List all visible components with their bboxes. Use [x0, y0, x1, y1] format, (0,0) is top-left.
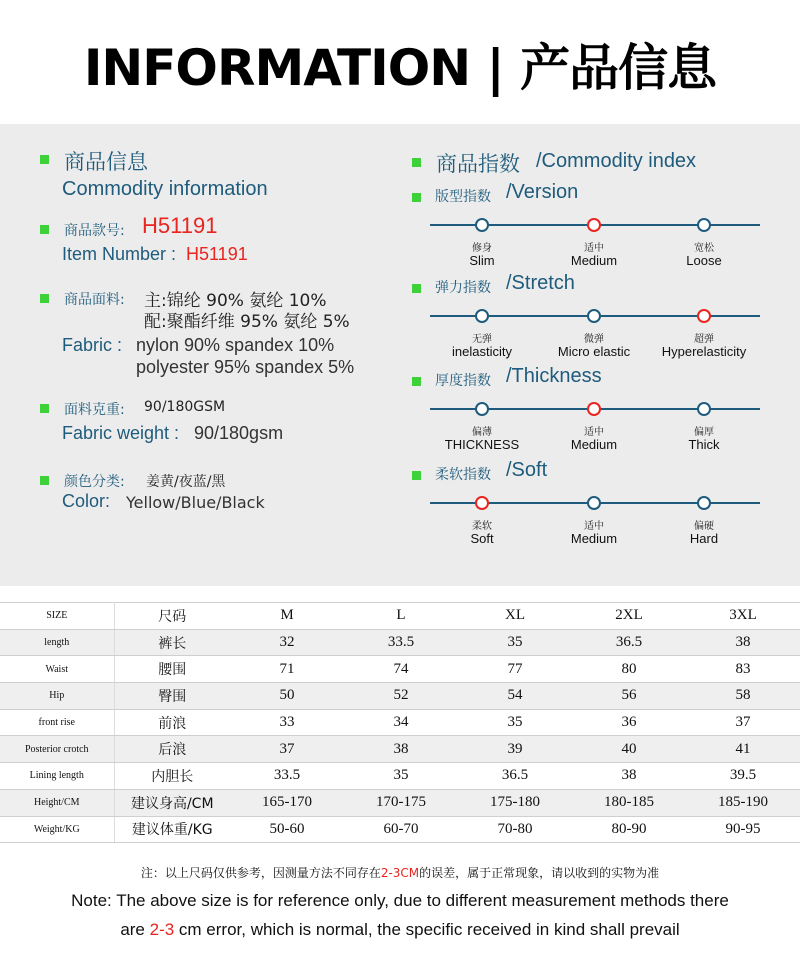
note-en-text-tail: cm error, which is normal, the specific received in kind shall prevail	[174, 920, 680, 939]
scale-option-en: Medium	[570, 437, 618, 452]
note-cn-text-tail: 的误差，属于正常现象，请以收到的实物为准	[419, 866, 660, 880]
fabric-line2-en: polyester 95% spandex 5%	[136, 357, 355, 377]
index-scale-label-cn: 版型指数	[435, 189, 491, 205]
fabric-line1-cn: 主:锦纶 90% 氨纶 10%	[144, 291, 327, 311]
table-cell: 33	[230, 709, 344, 736]
color-value-en: Yellow/Blue/Black	[126, 493, 265, 512]
table-cell: 36.5	[458, 763, 572, 790]
table-cell: 58	[686, 683, 800, 710]
bullet-icon	[40, 404, 49, 413]
table-cell: 90-95	[686, 816, 800, 843]
fabric-label-cn: 商品面料:	[64, 292, 125, 308]
table-cell: 74	[344, 656, 458, 683]
table-header-row	[0, 603, 800, 630]
table-cell: 71	[230, 656, 344, 683]
scale-option-en: Soft	[470, 531, 494, 546]
table-cell: 36.5	[572, 629, 686, 656]
table-cell: 腰围	[114, 656, 230, 683]
scale-dot	[587, 309, 601, 323]
note-cn	[0, 864, 800, 881]
scale-option-en: inelasticity	[452, 344, 512, 359]
table-cell: Waist	[0, 656, 114, 683]
scale-dot-selected	[697, 309, 711, 323]
table-cell: 39.5	[686, 763, 800, 790]
table-cell: L	[344, 603, 458, 630]
table-cell: 175-180	[458, 789, 572, 816]
bullet-icon	[412, 377, 421, 386]
scale-option-en: Thick	[688, 437, 720, 452]
table-cell: 内胆长	[114, 763, 230, 790]
table-cell: 39	[458, 736, 572, 763]
table-cell: XL	[458, 603, 572, 630]
table-cell: Posterior crotch	[0, 736, 114, 763]
table-row	[0, 709, 800, 736]
scale-dot	[475, 218, 489, 232]
table-cell: 建议身高/CM	[114, 789, 230, 816]
table-row	[0, 683, 800, 710]
bullet-icon	[412, 471, 421, 480]
section-title-en: Commodity information	[62, 178, 268, 200]
table-cell: 77	[458, 656, 572, 683]
scale-option-en: Medium	[570, 253, 618, 268]
scale-option-cn: 宽松	[694, 243, 714, 254]
table-row	[0, 763, 800, 790]
table-cell: 170-175	[344, 789, 458, 816]
scale-dot	[475, 309, 489, 323]
weight-label-en: Fabric weight :	[62, 423, 180, 443]
note-cn-text: 注：以上尺码仅供参考，因测量方法不同存在	[140, 866, 381, 880]
table-cell: 35	[344, 763, 458, 790]
item-number-value: H51191	[142, 213, 218, 238]
scale-option-en: Medium	[570, 531, 618, 546]
table-cell: 建议体重/KG	[114, 816, 230, 843]
table-cell: 35	[458, 629, 572, 656]
table-cell: length	[0, 629, 114, 656]
table-cell: 33.5	[230, 763, 344, 790]
note-cn-error: 2-3CM	[380, 866, 420, 880]
index-title-en: /Commodity index	[536, 150, 697, 172]
scale-dot-selected	[587, 402, 601, 416]
table-cell: 33.5	[344, 629, 458, 656]
table-cell: 40	[572, 736, 686, 763]
index-scale-label-en: /Stretch	[506, 272, 575, 294]
table-cell: 37	[686, 709, 800, 736]
scale-dot-selected	[475, 496, 489, 510]
table-cell: 35	[458, 709, 572, 736]
scale-option-en: Hyperelasticity	[661, 344, 747, 359]
scale-option-cn: 适中	[584, 243, 604, 254]
scale-option-cn: 适中	[584, 427, 604, 438]
note-en-line2	[0, 920, 800, 940]
table-cell: 臀围	[114, 683, 230, 710]
table-row	[0, 656, 800, 683]
bullet-icon	[412, 284, 421, 293]
table-cell: 后浪	[114, 736, 230, 763]
note-en-line1: Note: The above size is for reference only, due to different measurement methods there	[71, 891, 729, 910]
table-cell: 38	[344, 736, 458, 763]
table-cell: 56	[572, 683, 686, 710]
scale-option-cn: 偏厚	[694, 427, 714, 438]
color-label-en: Color:	[62, 491, 111, 511]
table-cell: 41	[686, 736, 800, 763]
table-cell: SIZE	[0, 603, 114, 630]
item-number-label-en: Item Number :	[62, 244, 177, 264]
table-cell: 尺码	[114, 603, 230, 630]
fabric-line2-cn: 配:聚酯纤维 95% 氨纶 5%	[144, 312, 350, 332]
table-cell: 38	[572, 763, 686, 790]
bullet-icon	[40, 476, 49, 485]
table-cell: 裤长	[114, 629, 230, 656]
table-cell: 32	[230, 629, 344, 656]
table-cell: 60-70	[344, 816, 458, 843]
bullet-icon	[412, 158, 421, 167]
table-cell: 3XL	[686, 603, 800, 630]
scale-option-cn: 适中	[584, 521, 604, 532]
table-row	[0, 789, 800, 816]
table-cell: 80-90	[572, 816, 686, 843]
fabric-line1-en: nylon 90% spandex 10%	[136, 335, 335, 355]
note-en-error: 2-3	[149, 920, 175, 939]
table-cell: front rise	[0, 709, 114, 736]
scale-dot	[697, 496, 711, 510]
scale-option-en: Slim	[469, 253, 495, 268]
color-label-cn: 颜色分类:	[64, 474, 125, 490]
scale-dot	[587, 496, 601, 510]
weight-value-cn: 90/180GSM	[144, 399, 226, 415]
header	[0, 0, 800, 124]
section-title-cn: 商品信息	[64, 150, 148, 174]
index-scale-label-en: /Soft	[506, 459, 548, 481]
table-row	[0, 629, 800, 656]
table-cell: 38	[686, 629, 800, 656]
info-panel	[0, 124, 800, 586]
scale-option-cn: 修身	[472, 243, 492, 254]
table-cell: 52	[344, 683, 458, 710]
index-scale-label-en: /Thickness	[506, 365, 602, 387]
table-cell: 54	[458, 683, 572, 710]
table-cell: 83	[686, 656, 800, 683]
table-cell: 36	[572, 709, 686, 736]
index-scale-label-cn: 弹力指数	[435, 280, 491, 296]
table-cell: 185-190	[686, 789, 800, 816]
note-en-text: are	[120, 920, 150, 939]
table-row	[0, 736, 800, 763]
scale-dot	[475, 402, 489, 416]
table-cell: 50-60	[230, 816, 344, 843]
scale-dot	[697, 402, 711, 416]
scale-option-en: Hard	[689, 531, 719, 546]
scale-option-cn: 微弹	[584, 334, 604, 345]
table-cell: 180-185	[572, 789, 686, 816]
index-title-cn: 商品指数	[436, 152, 520, 176]
table-cell: 前浪	[114, 709, 230, 736]
table-cell: Hip	[0, 683, 114, 710]
fabric-label-en: Fabric :	[62, 335, 123, 355]
scale-option-en: THICKNESS	[444, 437, 520, 452]
weight-value-en: 90/180gsm	[194, 423, 284, 443]
scale-option-cn: 偏硬	[694, 521, 714, 532]
table-cell: Lining length	[0, 763, 114, 790]
table-cell: 50	[230, 683, 344, 710]
page-title: INFORMATION | 产品信息	[83, 39, 717, 97]
color-value-cn: 姜黄/夜蓝/黑	[146, 474, 226, 490]
index-scale-label-cn: 柔软指数	[435, 467, 491, 483]
item-number-label-cn: 商品款号:	[64, 223, 125, 239]
scale-dot-selected	[587, 218, 601, 232]
table-cell: 2XL	[572, 603, 686, 630]
table-cell: Weight/KG	[0, 816, 114, 843]
bullet-icon	[412, 193, 421, 202]
scale-option-en: Loose	[686, 253, 722, 268]
bullet-icon	[40, 294, 49, 303]
index-scale-label-en: /Version	[506, 181, 579, 203]
table-cell: 80	[572, 656, 686, 683]
size-table	[0, 602, 800, 843]
weight-label-cn: 面料克重:	[64, 402, 125, 418]
scale-option-cn: 偏薄	[472, 427, 492, 438]
table-cell: 34	[344, 709, 458, 736]
table-cell: Height/CM	[0, 789, 114, 816]
bullet-icon	[40, 155, 49, 164]
bullet-icon	[40, 225, 49, 234]
scale-dot	[697, 218, 711, 232]
table-cell: 165-170	[230, 789, 344, 816]
scale-option-en: Micro elastic	[557, 344, 631, 359]
scale-option-cn: 超弹	[694, 334, 714, 345]
table-row	[0, 816, 800, 843]
table-cell: 37	[230, 736, 344, 763]
index-scale-label-cn: 厚度指数	[435, 373, 491, 389]
item-number-value-en: H51191	[186, 244, 248, 264]
scale-option-cn: 无弹	[472, 334, 492, 345]
scale-option-cn: 柔软	[472, 521, 492, 532]
table-cell: M	[230, 603, 344, 630]
table-cell: 70-80	[458, 816, 572, 843]
